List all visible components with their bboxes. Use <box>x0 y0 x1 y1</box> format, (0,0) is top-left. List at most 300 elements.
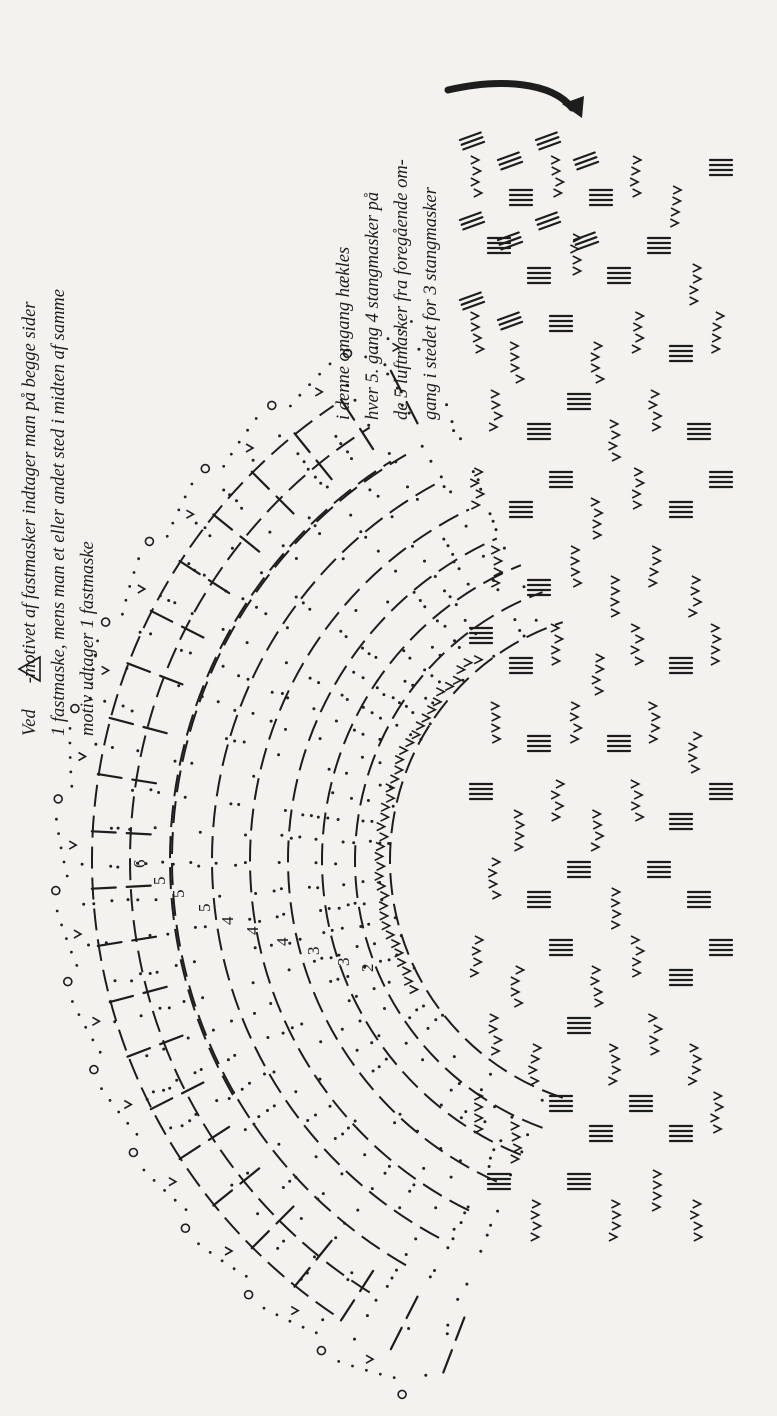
single-crochet-mark <box>511 364 519 372</box>
picot-ring <box>129 1149 137 1157</box>
chain-dot <box>406 485 409 488</box>
treble-mark <box>277 1207 294 1224</box>
chain-dot <box>439 1147 442 1150</box>
single-crochet-mark <box>474 1114 482 1122</box>
chain-dot <box>363 1153 366 1156</box>
chain-dot <box>489 512 492 515</box>
chain-dot <box>413 967 416 970</box>
chain-dot <box>439 654 442 657</box>
single-crochet-mark <box>595 832 603 840</box>
treble-mark <box>241 1168 260 1183</box>
chain-dot <box>340 1172 343 1175</box>
chain-dot <box>228 1097 231 1100</box>
chain-dot <box>386 1285 389 1288</box>
single-crochet-mark <box>594 988 602 996</box>
chain-dot <box>352 671 355 674</box>
chain-dot <box>453 1228 456 1231</box>
single-crochet-mark <box>634 791 642 799</box>
chain-dot <box>111 746 114 749</box>
chain-dot <box>452 429 455 432</box>
chain-dot <box>252 712 255 715</box>
single-crochet-mark <box>380 912 388 920</box>
row-number: 5 <box>169 889 188 898</box>
single-crochet-mark <box>653 412 661 420</box>
chain-dot <box>189 861 192 864</box>
chain-dot <box>341 1028 344 1031</box>
chain-dot <box>503 547 506 550</box>
chain-dot <box>398 1206 401 1209</box>
chain-dot <box>282 544 285 547</box>
single-crochet-mark <box>471 323 479 331</box>
chain-dot <box>379 761 382 764</box>
chain-dot <box>443 589 446 592</box>
single-crochet-mark <box>635 635 643 643</box>
chain-dot <box>254 946 257 949</box>
treble-mark <box>151 1098 172 1109</box>
single-crochet-mark <box>386 931 394 939</box>
chain-dot <box>370 1041 373 1044</box>
chain-dot <box>359 530 362 533</box>
chain-dot <box>423 560 426 563</box>
single-crochet-mark <box>692 576 700 584</box>
chain-dot <box>81 863 84 866</box>
treble-mark <box>252 1231 269 1248</box>
chain-dot <box>446 1324 449 1327</box>
single-crochet-mark <box>595 665 603 673</box>
single-crochet-mark <box>573 256 581 264</box>
chain-dot <box>197 1242 200 1245</box>
chain-dot <box>231 547 234 550</box>
picot-point <box>69 841 76 849</box>
chain-dot <box>303 460 306 463</box>
single-crochet-mark <box>492 735 500 743</box>
single-crochet-mark <box>591 498 599 506</box>
single-crochet-mark <box>612 1211 620 1219</box>
chain-dot <box>146 1098 149 1101</box>
single-crochet-mark <box>693 264 701 272</box>
chain-dot <box>69 756 72 759</box>
chain-dot <box>368 652 371 655</box>
chain-dot <box>339 442 342 445</box>
chain-dot <box>209 1251 212 1254</box>
chain-dot <box>338 907 341 910</box>
picot-point <box>124 1101 131 1109</box>
single-crochet-mark <box>712 635 720 643</box>
single-crochet-mark <box>611 899 619 907</box>
chain-dot <box>92 902 95 905</box>
chain-dot <box>252 775 255 778</box>
chain-dot <box>407 1327 410 1330</box>
single-crochet-mark <box>693 598 701 606</box>
chain-dot <box>285 661 288 664</box>
chain-dot <box>429 1275 432 1278</box>
chain-dot <box>233 740 236 743</box>
single-crochet-mark <box>375 872 383 880</box>
chain-dot <box>260 571 263 574</box>
treble-mark <box>341 1300 354 1320</box>
chain-dot <box>229 802 232 805</box>
chain-dot <box>137 557 140 560</box>
chain-dot <box>266 1109 269 1112</box>
single-crochet-mark <box>591 843 599 851</box>
single-crochet-mark <box>475 936 483 944</box>
chain-dot <box>109 865 112 868</box>
chain-dot <box>145 1054 148 1057</box>
single-crochet-mark <box>612 888 620 896</box>
chain-dot <box>163 1189 166 1192</box>
single-crochet-mark <box>690 286 698 294</box>
chain-dot <box>314 476 317 479</box>
chain-dot <box>388 1165 391 1168</box>
chain-dot <box>431 701 434 704</box>
single-crochet-mark <box>712 334 720 342</box>
chain-dot <box>126 1122 129 1125</box>
single-crochet-mark <box>649 735 657 743</box>
chain-dot <box>230 1184 233 1187</box>
single-crochet-mark <box>593 531 601 539</box>
picot-ring <box>181 1224 189 1232</box>
chain-dot <box>346 975 349 978</box>
chain-dot <box>345 772 348 775</box>
chain-dot <box>168 1006 171 1009</box>
single-crochet-mark <box>556 780 564 788</box>
chain-dot <box>263 1307 266 1310</box>
picot-ring <box>64 978 72 986</box>
chain-dot <box>247 678 250 681</box>
chain-dot <box>408 657 411 660</box>
single-crochet-mark <box>380 892 388 900</box>
single-crochet-mark <box>652 1203 660 1211</box>
single-crochet-mark <box>635 334 643 342</box>
chain-dot <box>409 733 412 736</box>
chain-dot <box>230 453 233 456</box>
treble-mark <box>209 1127 229 1140</box>
chain-dot <box>215 862 218 865</box>
chain-dot <box>317 681 320 684</box>
chain-dot <box>245 1275 248 1278</box>
single-crochet-mark <box>632 345 640 353</box>
single-crochet-mark <box>412 731 420 739</box>
single-crochet-mark <box>381 803 389 811</box>
chain-dot <box>204 526 207 529</box>
picot-ring <box>268 401 276 409</box>
chain-dot <box>427 1027 430 1030</box>
single-crochet-mark <box>611 1200 619 1208</box>
chain-dot <box>225 737 228 740</box>
single-crochet-mark <box>716 312 724 320</box>
single-crochet-mark <box>611 921 619 929</box>
single-crochet-mark <box>595 687 603 695</box>
picot-ring <box>317 1347 325 1355</box>
chain-dot <box>222 665 225 668</box>
chain-dot <box>379 784 382 787</box>
chain-dot <box>480 1088 483 1091</box>
single-crochet-mark <box>710 1114 718 1122</box>
single-crochet-mark <box>591 977 599 985</box>
chain-dot <box>117 1111 120 1114</box>
single-crochet-mark <box>571 702 579 710</box>
single-crochet-mark <box>488 869 496 877</box>
chain-dot <box>422 1167 425 1170</box>
single-crochet-mark <box>511 977 519 985</box>
single-crochet-mark <box>570 713 578 721</box>
chain-dot <box>302 601 305 604</box>
single-crochet-mark <box>552 813 560 821</box>
chain-dot <box>278 861 281 864</box>
single-crochet-mark <box>491 1047 499 1055</box>
chain-dot <box>453 560 456 563</box>
chain-dot <box>321 1318 324 1321</box>
picot-ring <box>398 1390 406 1398</box>
single-crochet-mark <box>633 501 641 509</box>
chain-dot <box>356 945 359 948</box>
chain-dot <box>172 863 175 866</box>
chain-dot <box>278 434 281 437</box>
chain-dot <box>318 532 321 535</box>
chain-dot <box>355 995 358 998</box>
single-crochet-mark <box>402 967 410 975</box>
chain-dot <box>280 887 283 890</box>
chain-dot <box>354 1120 357 1123</box>
single-crochet-mark <box>395 766 403 774</box>
chain-dot <box>149 788 152 791</box>
single-crochet-mark <box>492 713 500 721</box>
chain-dot <box>350 457 353 460</box>
single-crochet-mark <box>573 267 581 275</box>
chain-dot <box>449 595 452 598</box>
single-crochet-mark <box>715 1103 723 1111</box>
single-crochet-mark <box>436 688 444 696</box>
chain-dot <box>400 934 403 937</box>
single-crochet-mark <box>652 713 660 721</box>
single-crochet-mark <box>690 1044 698 1052</box>
single-crochet-mark <box>510 342 518 350</box>
note-left-line1-rest: -motivet af fastmasker indtager man på begge sider <box>20 301 40 684</box>
single-crochet-mark <box>513 1144 521 1152</box>
single-crochet-mark <box>653 1181 661 1189</box>
single-crochet-mark <box>491 724 499 732</box>
chain-dot <box>190 762 193 765</box>
single-crochet-mark <box>489 880 497 888</box>
single-crochet-mark <box>555 635 563 643</box>
chain-dot <box>131 710 134 713</box>
chain-dot <box>412 1183 415 1186</box>
chain-dot <box>496 1210 499 1213</box>
chain-dot <box>483 1120 486 1123</box>
single-crochet-mark <box>516 966 524 974</box>
chain-dot <box>424 697 427 700</box>
single-crochet-mark <box>670 219 678 227</box>
chain-dot <box>367 923 370 926</box>
chain-dot <box>404 680 407 683</box>
note-right-line3: de 5 luftmasker fra foregående om- <box>392 159 412 420</box>
chain-dot <box>472 470 475 473</box>
single-crochet-mark <box>457 666 465 674</box>
chain-dot <box>149 632 152 635</box>
treble-mark <box>317 461 332 480</box>
single-crochet-mark <box>491 702 499 710</box>
chain-dot <box>359 925 362 928</box>
chain-dot <box>139 631 142 634</box>
chain-dot <box>345 635 348 638</box>
treble-mark <box>127 833 151 834</box>
chain-dot <box>334 1137 337 1140</box>
chain-dot <box>377 550 380 553</box>
chain-dot <box>429 460 432 463</box>
single-crochet-mark <box>691 587 699 595</box>
single-crochet-mark <box>634 468 642 476</box>
chain-dot <box>222 465 225 468</box>
chain-dot <box>453 639 456 642</box>
chain-dot <box>157 791 160 794</box>
treble-mark <box>317 1241 332 1260</box>
chain-dot <box>246 1172 249 1175</box>
single-crochet-mark <box>654 1025 662 1033</box>
single-crochet-mark <box>611 598 619 606</box>
single-crochet-mark <box>474 189 482 197</box>
round-line <box>322 565 521 1155</box>
chain-dot <box>347 1127 350 1130</box>
single-crochet-mark <box>395 949 403 957</box>
chain-dot <box>201 695 204 698</box>
single-crochet-mark <box>631 167 639 175</box>
chain-dot <box>341 1133 344 1136</box>
single-crochet-mark <box>608 1077 616 1085</box>
chain-dot <box>434 1206 437 1209</box>
chain-dot <box>286 626 289 629</box>
treble-mark <box>252 472 269 489</box>
single-crochet-mark <box>533 1222 541 1230</box>
chain-dot <box>183 1000 186 1003</box>
chain-dot <box>356 1209 359 1212</box>
single-crochet-mark <box>552 167 560 175</box>
chain-dot <box>136 1133 139 1136</box>
chain-dot <box>84 1026 87 1029</box>
single-crochet-mark <box>474 656 482 664</box>
treble-mark <box>391 1328 402 1349</box>
single-crochet-mark <box>631 624 639 632</box>
chain-dot <box>398 701 401 704</box>
chain-dot <box>419 599 422 602</box>
chain-dot <box>162 1048 165 1051</box>
picot-point <box>92 1017 99 1025</box>
chain-dot <box>248 918 251 921</box>
chain-dot <box>523 635 526 638</box>
chain-dot <box>314 1114 317 1117</box>
single-crochet-mark <box>591 364 599 372</box>
single-crochet-mark <box>516 821 524 829</box>
chain-dot <box>228 632 231 635</box>
single-crochet-mark <box>510 353 518 361</box>
chain-dot <box>281 692 284 695</box>
single-crochet-mark <box>473 167 481 175</box>
picot-ring <box>245 1291 253 1299</box>
single-crochet-mark <box>570 245 578 253</box>
chain-dot <box>415 1008 418 1011</box>
chain-dot <box>337 954 340 957</box>
chain-dot <box>493 1105 496 1108</box>
note-right-line1: i denne omgang hækles <box>334 246 354 420</box>
single-crochet-mark <box>474 1103 482 1111</box>
single-crochet-mark <box>473 958 481 966</box>
chain-dot <box>464 1110 467 1113</box>
single-crochet-mark <box>692 1066 700 1074</box>
chain-dot <box>103 700 106 703</box>
chain-dot <box>63 861 66 864</box>
row-number: 5 <box>150 876 169 885</box>
chain-dot <box>453 1055 456 1058</box>
row-number: 4 <box>218 916 237 925</box>
single-crochet-mark <box>714 1092 722 1100</box>
single-crochet-mark <box>531 1055 539 1063</box>
chain-dot <box>495 528 498 531</box>
single-crochet-mark <box>474 1125 482 1133</box>
chain-dot <box>313 1255 316 1258</box>
chain-dot <box>246 429 249 432</box>
chain-dot <box>291 1026 294 1029</box>
single-crochet-mark <box>445 682 453 690</box>
single-crochet-mark <box>610 420 618 428</box>
chain-dot <box>316 1198 319 1201</box>
treble-mark <box>182 1083 203 1094</box>
chain-dot <box>535 619 538 622</box>
picot-point <box>225 1247 232 1255</box>
single-crochet-mark <box>533 1044 541 1052</box>
chain-dot <box>523 585 526 588</box>
single-crochet-mark <box>636 479 644 487</box>
round-line <box>170 461 391 1095</box>
single-crochet-mark <box>514 810 522 818</box>
chain-dot <box>319 1078 322 1081</box>
treble-mark <box>241 537 260 552</box>
chain-dot <box>243 741 246 744</box>
chain-dot <box>175 1079 178 1082</box>
chain-dot <box>299 938 302 941</box>
chain-dot <box>421 1058 424 1061</box>
chain-dot <box>230 1020 233 1023</box>
single-crochet-mark <box>594 509 602 517</box>
single-crochet-mark <box>554 189 562 197</box>
chain-dot <box>451 553 454 556</box>
picot-point <box>366 1355 373 1363</box>
single-crochet-mark <box>379 902 387 910</box>
single-crochet-mark <box>410 986 418 994</box>
chain-dot <box>203 574 206 577</box>
chain-dot <box>177 509 180 512</box>
single-crochet-mark <box>593 520 601 528</box>
single-crochet-mark <box>650 568 658 576</box>
chain-dot <box>460 1116 463 1119</box>
single-crochet-mark <box>532 1200 540 1208</box>
chain-dot <box>238 441 241 444</box>
chain-dot <box>70 951 73 954</box>
chain-dot <box>255 606 258 609</box>
chain-dot <box>233 1267 236 1270</box>
chain-dot <box>334 1236 337 1239</box>
single-crochet-mark <box>594 342 602 350</box>
single-crochet-mark <box>688 609 696 617</box>
chain-dot <box>75 964 78 967</box>
chain-dot <box>284 809 287 812</box>
chain-dot <box>152 1090 155 1093</box>
chain-dot <box>518 629 521 632</box>
treble-mark <box>182 627 203 638</box>
round-line <box>172 455 406 1266</box>
single-crochet-mark <box>427 706 435 714</box>
row-number: 6 <box>130 859 149 868</box>
chain-dot <box>379 960 382 963</box>
chain-dot <box>377 495 380 498</box>
